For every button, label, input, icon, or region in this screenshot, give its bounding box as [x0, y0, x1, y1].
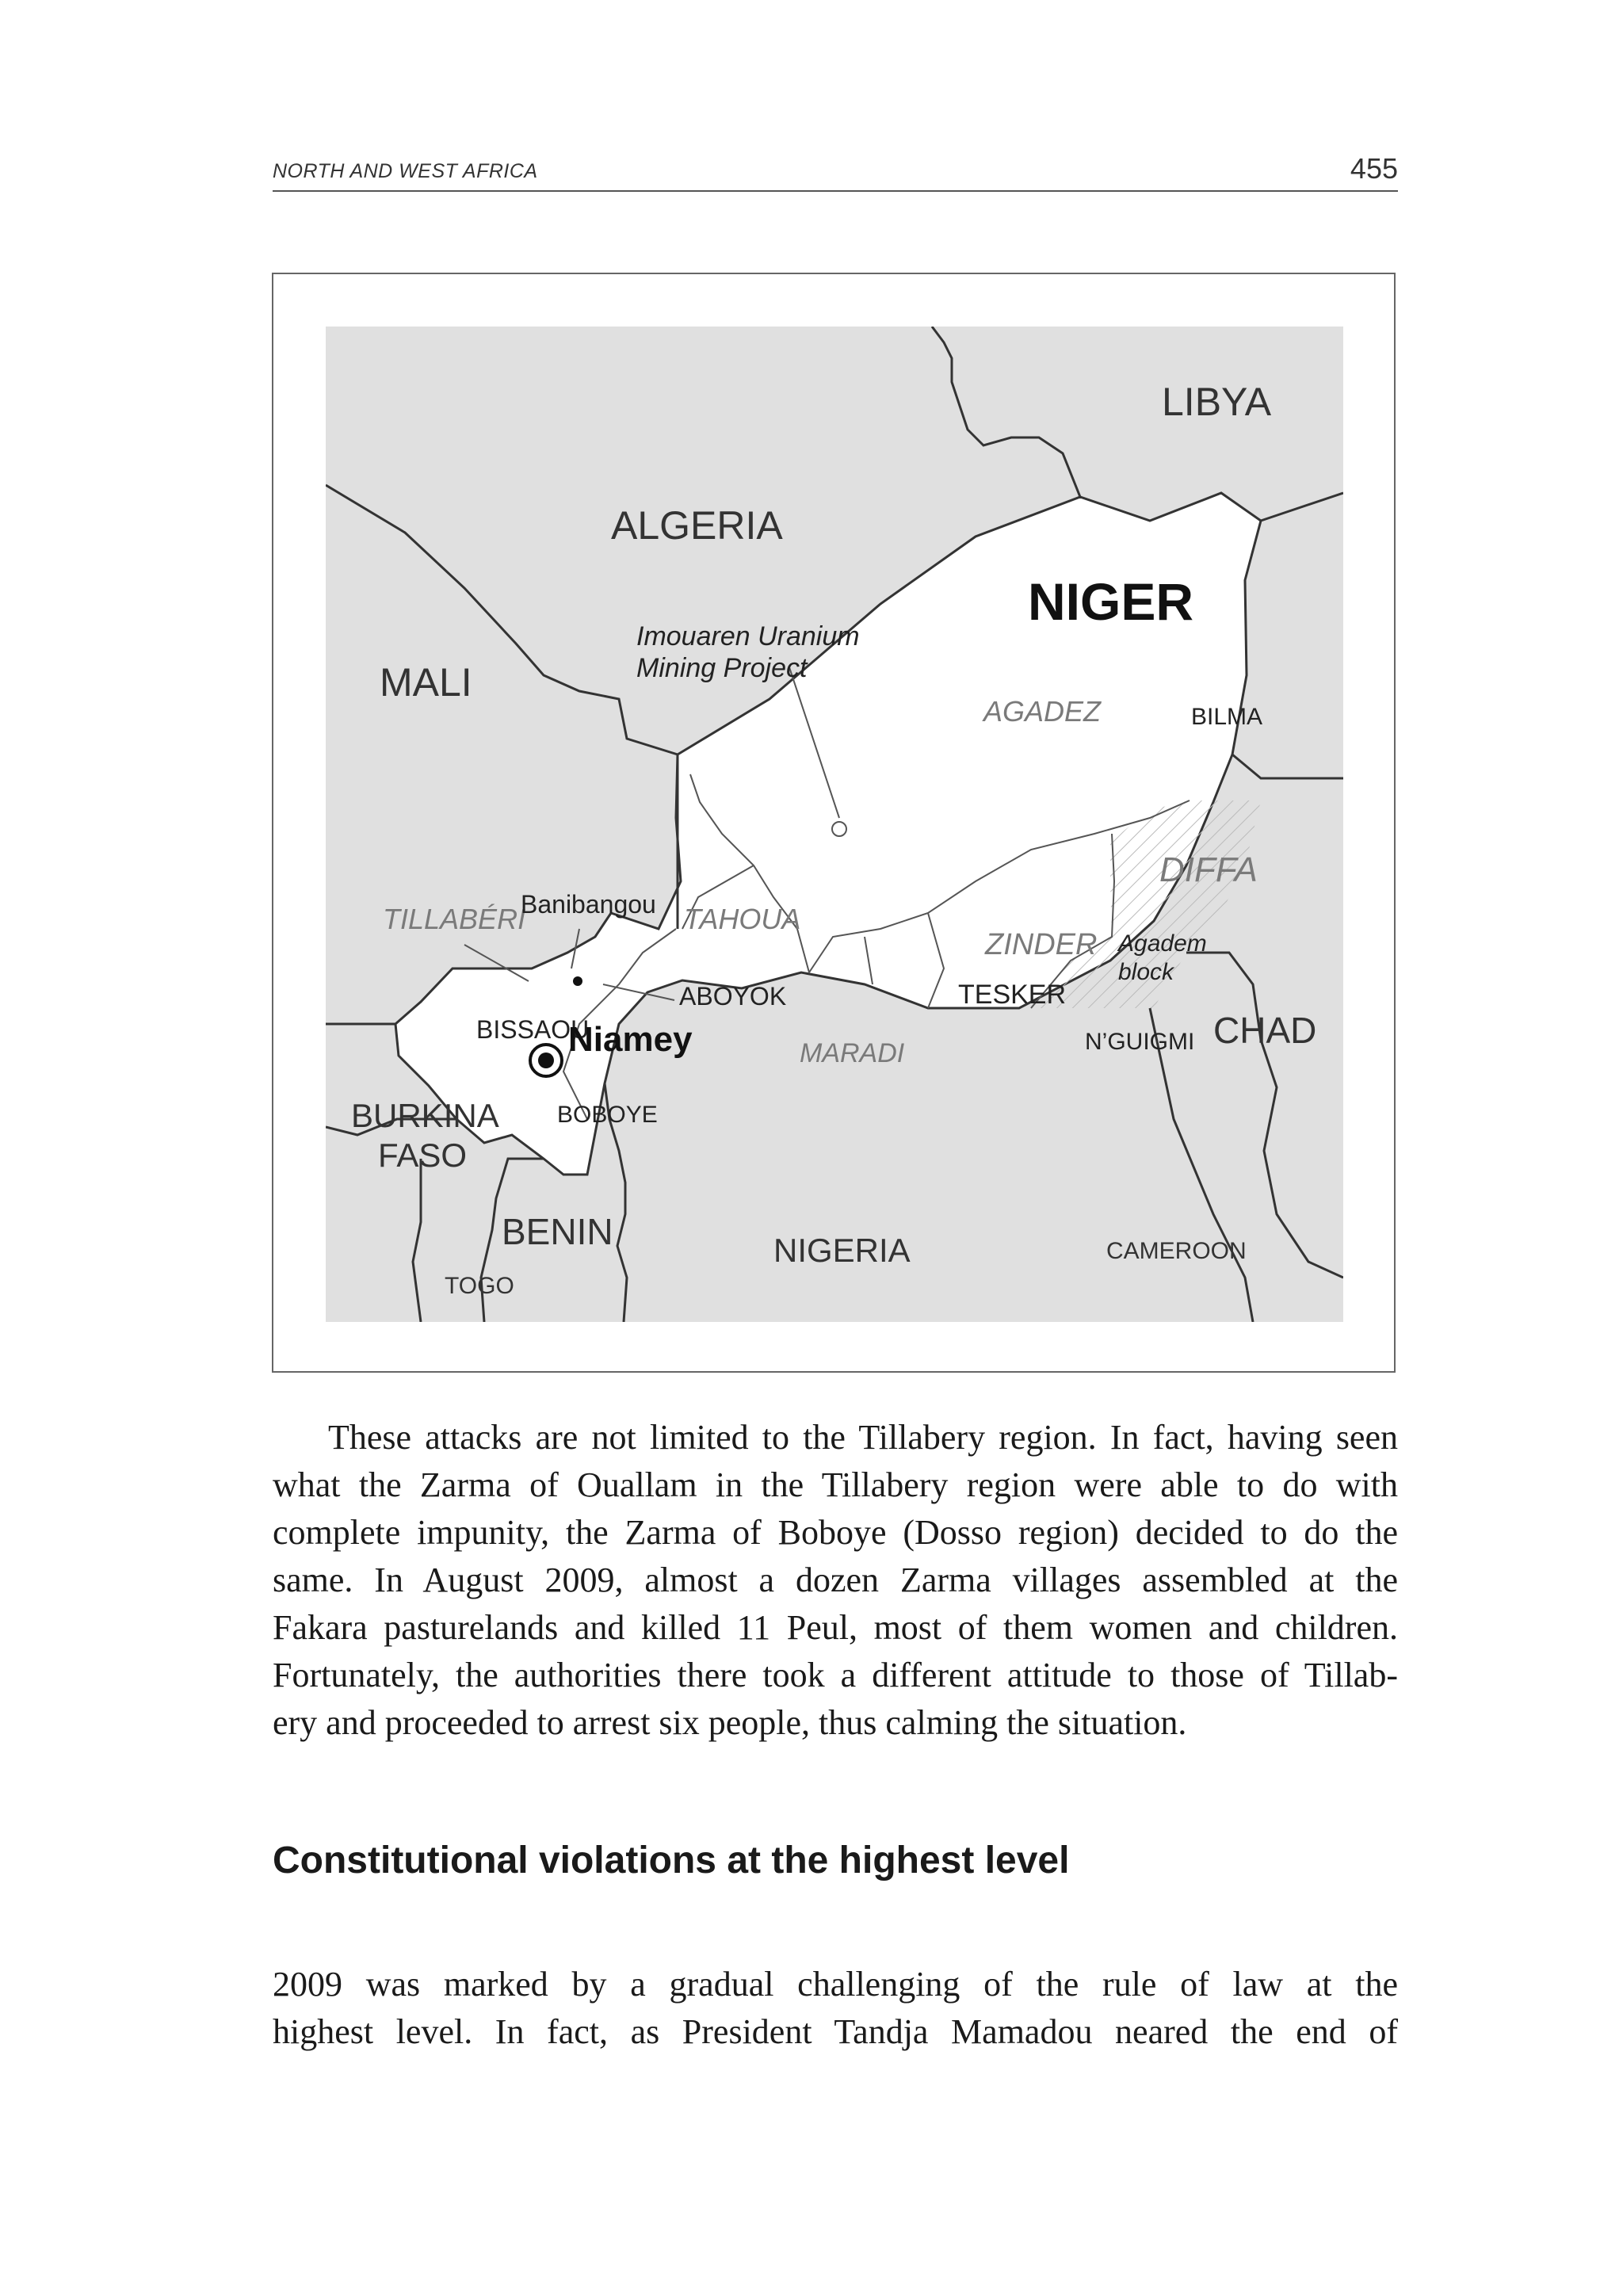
- label-libya: LIBYA: [1162, 380, 1272, 424]
- text-line: what the Zarma of Ouallam in the Tillabery region were able to do with: [273, 1465, 1398, 1504]
- label-togo: TOGO: [445, 1273, 514, 1299]
- paragraph-constitutional: [273, 1961, 1398, 2056]
- label-aboyok: ABOYOK: [679, 982, 787, 1010]
- label-zinder: ZINDER: [985, 928, 1098, 961]
- label-tillaberi: TILLABÉRI: [383, 903, 526, 935]
- text-line: ery and proceeded to arrest six people, thus calming the situation.: [273, 1703, 1187, 1742]
- text-line: same. In August 2009, almost a dozen Zarma villages assembled at the: [273, 1561, 1398, 1599]
- label-tahoua: TAHOUA: [684, 903, 801, 935]
- label-agadem-1: Agadem: [1118, 930, 1207, 957]
- running-header: [273, 152, 1398, 192]
- label-burkina-2: FASO: [378, 1137, 468, 1174]
- text-line: These attacks are not limited to the Tillabery region. In fact, having seen: [328, 1418, 1398, 1457]
- label-banibangou: Banibangou: [521, 890, 656, 919]
- paragraph-tillabery-attacks: [273, 1414, 1398, 1747]
- label-nigeria: NIGERIA: [773, 1232, 911, 1269]
- section-heading: Constitutional violations at the highest level: [273, 1839, 1070, 1881]
- label-boboye: BOBOYE: [557, 1102, 658, 1128]
- niamey-capital-inner: [538, 1052, 554, 1068]
- label-imouaren-1: Imouaren Uranium: [636, 621, 860, 651]
- label-niamey: Niamey: [568, 1020, 693, 1059]
- text-line: complete impunity, the Zarma of Boboye (Dosso region) decided to do the: [273, 1513, 1398, 1552]
- label-agadem-2: block: [1118, 959, 1174, 985]
- imouaren-mine-marker: [832, 822, 846, 836]
- text-line: Fortunately, the authorities there took a different attitude to those of Tillab-: [273, 1656, 1398, 1694]
- running-title: NORTH AND WEST AFRICA: [273, 160, 538, 182]
- label-cameroon: CAMEROON: [1106, 1238, 1247, 1264]
- label-mali: MALI: [380, 660, 472, 705]
- label-tesker: TESKER: [958, 980, 1067, 1010]
- label-agadez: AGADEZ: [983, 695, 1102, 728]
- label-chad: CHAD: [1213, 1010, 1317, 1051]
- label-benin: BENIN: [502, 1211, 613, 1252]
- label-imouaren-2: Mining Project: [636, 653, 808, 683]
- text-line: 2009 was marked by a gradual challenging of the rule of law at the: [273, 1965, 1398, 2004]
- label-maradi: MARADI: [800, 1038, 905, 1068]
- map-figure: [272, 273, 1396, 1373]
- label-bissaou: BISSAOU: [476, 1015, 590, 1044]
- label-niger: NIGER: [1028, 572, 1194, 631]
- label-diffa: DIFFA: [1159, 850, 1258, 889]
- page-number: 455: [1350, 152, 1398, 185]
- text-line: Fakara pasturelands and killed 11 Peul, most of them women and children.: [273, 1608, 1398, 1647]
- label-algeria: ALGERIA: [611, 503, 783, 548]
- label-burkina-1: BURKINA: [351, 1097, 499, 1134]
- label-nguigmi: N’GUIGMI: [1085, 1029, 1195, 1055]
- label-bilma: BILMA: [1191, 704, 1263, 730]
- text-line: highest level. In fact, as President Tandja Mamadou neared the end of: [273, 2012, 1398, 2051]
- banibangou-marker: [573, 976, 582, 986]
- niger-map: [326, 327, 1343, 1322]
